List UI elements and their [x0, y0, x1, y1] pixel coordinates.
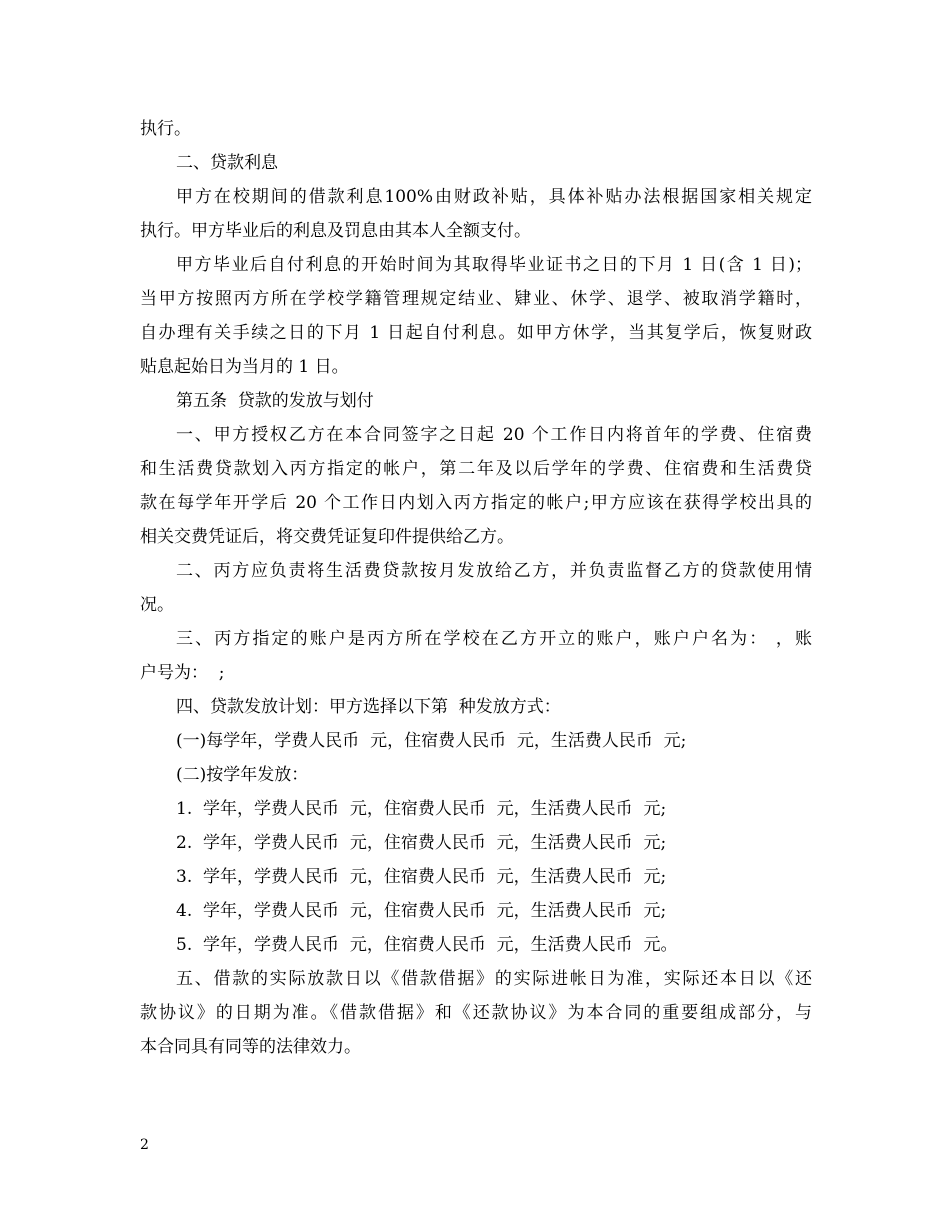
text-line: 款协议》的日期为准。《借款借据》和《还款协议》为本合同的重要组成部分，与 — [140, 1003, 812, 1023]
text-line: 一、甲方授权乙方在本合同签字之日起 20 个工作日内将首年的学费、住宿费 — [176, 425, 812, 445]
text-line: 3. 学年，学费人民币 元，住宿费人民币 元，生活费人民币 元; — [176, 867, 667, 887]
text-line: (二)按学年发放： — [176, 765, 309, 785]
text-line: 和生活费贷款划入丙方指定的帐户，第二年及以后学年的学费、住宿费和生活费贷 — [140, 459, 812, 479]
text-line: 五、借款的实际放款日以《借款借据》的实际进帐日为准，实际还本日以《还 — [176, 969, 812, 989]
text-line: 户号为： ; — [140, 663, 225, 683]
document-body — [140, 112, 812, 1064]
text-line: 二、贷款利息 — [176, 153, 278, 173]
text-line: 5. 学年，学费人民币 元，住宿费人民币 元，生活费人民币 元。 — [176, 935, 678, 955]
text-line: 4. 学年，学费人民币 元，住宿费人民币 元，生活费人民币 元; — [176, 901, 667, 921]
text-line: 当甲方按照丙方所在学校学籍管理规定结业、肄业、休学、退学、被取消学籍时， — [140, 289, 812, 309]
text-line: 自办理有关手续之日的下月 1 日起自付利息。如甲方休学，当其复学后，恢复财政 — [140, 323, 812, 343]
text-line: 三、丙方指定的账户是丙方所在学校在乙方开立的账户，账户户名为： ，账 — [176, 629, 812, 649]
text-line: 执行。 — [140, 119, 191, 139]
text-line: 2. 学年，学费人民币 元，住宿费人民币 元，生活费人民币 元; — [176, 833, 667, 853]
text-line: (一)每学年，学费人民币 元，住宿费人民币 元，生活费人民币 元; — [176, 731, 687, 751]
text-line: 第五条 贷款的发放与划付 — [176, 391, 374, 411]
text-line: 相关交费凭证后，将交费凭证复印件提供给乙方。 — [140, 527, 514, 547]
text-line: 况。 — [140, 595, 174, 615]
text-line: 甲方毕业后自付利息的开始时间为其取得毕业证书之日的下月 1 日(含 1 日)； — [176, 255, 812, 275]
text-line: 本合同具有同等的法律效力。 — [140, 1037, 361, 1057]
text-line: 甲方在校期间的借款利息100%由财政补贴，具体补贴办法根据国家相关规定 — [176, 187, 812, 207]
text-line: 二、丙方应负责将生活费贷款按月发放给乙方，并负责监督乙方的贷款使用情 — [176, 561, 812, 581]
text-line: 贴息起始日为当月的 1 日。 — [140, 357, 349, 377]
text-line: 1. 学年，学费人民币 元，住宿费人民币 元，生活费人民币 元; — [176, 799, 667, 819]
page-number: 2 — [140, 1137, 149, 1153]
text-line: 四、贷款发放计划：甲方选择以下第 种发放方式： — [176, 697, 561, 717]
text-line: 执行。甲方毕业后的利息及罚息由其本人全额支付。 — [140, 221, 531, 241]
text-line: 款在每学年开学后 20 个工作日内划入丙方指定的帐户;甲方应该在获得学校出具的 — [140, 493, 812, 513]
